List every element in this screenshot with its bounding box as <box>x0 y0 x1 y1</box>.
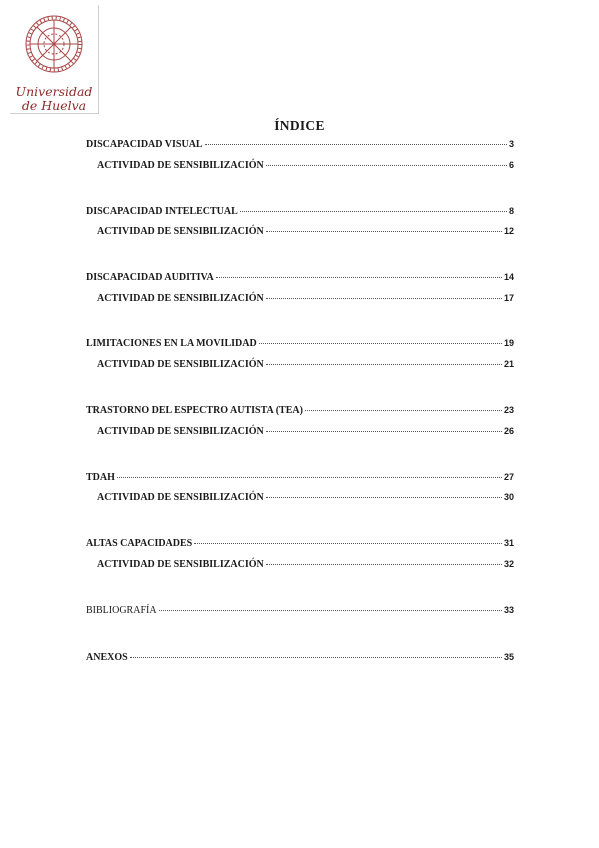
toc-entry-label: TRASTORNO DEL ESPECTRO AUTISTA (TEA) <box>86 405 303 416</box>
toc-entry-bibliografia[interactable] <box>86 604 514 617</box>
university-logo <box>10 5 99 114</box>
toc-entry-actividad-tea[interactable] <box>97 425 514 438</box>
page-title: ÍNDICE <box>274 118 325 133</box>
toc-leader-dots <box>266 564 502 565</box>
toc-entry-actividad-visual[interactable] <box>97 159 514 172</box>
toc-entry-label: DISCAPACIDAD INTELECTUAL <box>86 206 238 217</box>
toc-entry-label: LIMITACIONES EN LA MOVILIDAD <box>86 338 257 349</box>
toc-leader-dots <box>259 343 502 344</box>
toc-leader-dots <box>266 298 502 299</box>
toc-entry-discapacidad-auditiva[interactable] <box>86 271 514 284</box>
toc-entry-label: ACTIVIDAD DE SENSIBILIZACIÓN <box>97 293 264 304</box>
toc-entry-page: 26 <box>503 426 514 436</box>
toc-entry-label: ACTIVIDAD DE SENSIBILIZACIÓN <box>97 492 264 503</box>
toc-leader-dots <box>266 231 502 232</box>
toc-entry-anexos[interactable] <box>86 651 514 664</box>
toc-entry-page: 30 <box>503 492 514 502</box>
toc-leader-dots <box>240 211 507 212</box>
toc-entry-tdah[interactable] <box>86 471 514 484</box>
toc-entry-label: DISCAPACIDAD VISUAL <box>86 139 203 150</box>
toc-entry-page: 3 <box>508 139 514 149</box>
toc-entry-page: 8 <box>508 206 514 216</box>
toc-entry-label: ANEXOS <box>86 652 128 663</box>
toc-leader-dots <box>205 144 507 145</box>
toc-entry-discapacidad-intelectual[interactable] <box>86 205 514 218</box>
toc-entry-page: 27 <box>503 472 514 482</box>
toc-leader-dots <box>266 165 507 166</box>
toc-leader-dots <box>216 277 502 278</box>
toc-entry-page: 32 <box>503 559 514 569</box>
toc-entry-label: DISCAPACIDAD AUDITIVA <box>86 272 214 283</box>
toc-entry-label: ALTAS CAPACIDADES <box>86 538 193 549</box>
toc-leader-dots <box>266 497 502 498</box>
toc-entry-label: ACTIVIDAD DE SENSIBILIZACIÓN <box>97 226 264 237</box>
toc-entry-page: 23 <box>503 405 514 415</box>
logo-text-line1: Universidad <box>15 84 93 99</box>
toc-leader-dots <box>266 364 502 365</box>
toc-entry-actividad-altas-capacidades[interactable] <box>97 558 514 571</box>
toc-entry-page: 33 <box>503 605 514 615</box>
toc-entry-actividad-intelectual[interactable] <box>97 225 514 238</box>
toc-entry-page: 17 <box>503 293 514 303</box>
toc-leader-dots <box>305 410 502 411</box>
university-seal-icon <box>23 10 85 80</box>
toc-entry-page: 19 <box>503 338 514 348</box>
toc-leader-dots <box>130 657 502 658</box>
toc-entry-actividad-auditiva[interactable] <box>97 292 514 305</box>
toc-leader-dots <box>194 543 502 544</box>
logo-text-line2: de Huelva <box>21 98 87 113</box>
toc-entry-label: ACTIVIDAD DE SENSIBILIZACIÓN <box>97 559 264 570</box>
toc-entry-page: 35 <box>503 652 514 662</box>
toc-leader-dots <box>117 477 502 478</box>
toc-entry-trastorno-espectro-autista[interactable] <box>86 404 514 417</box>
toc-leader-dots <box>266 431 502 432</box>
toc-entry-altas-capacidades[interactable] <box>86 537 514 550</box>
toc-entry-page: 12 <box>503 226 514 236</box>
toc-entry-actividad-tdah[interactable] <box>97 491 514 504</box>
toc-entry-actividad-movilidad[interactable] <box>97 358 514 371</box>
toc-entry-label: BIBLIOGRAFÍA <box>86 605 157 616</box>
toc-entry-limitaciones-movilidad[interactable] <box>86 337 514 350</box>
toc-entry-page: 31 <box>503 538 514 548</box>
toc-entry-page: 14 <box>503 272 514 282</box>
toc-entry-label: ACTIVIDAD DE SENSIBILIZACIÓN <box>97 359 264 370</box>
toc-entry-label: ACTIVIDAD DE SENSIBILIZACIÓN <box>97 160 264 171</box>
toc-entry-page: 6 <box>508 160 514 170</box>
toc-leader-dots <box>159 610 502 611</box>
toc-entry-label: TDAH <box>86 472 115 483</box>
toc-entry-page: 21 <box>503 359 514 369</box>
toc-entry-label: ACTIVIDAD DE SENSIBILIZACIÓN <box>97 426 264 437</box>
toc-entry-discapacidad-visual[interactable] <box>86 138 514 151</box>
